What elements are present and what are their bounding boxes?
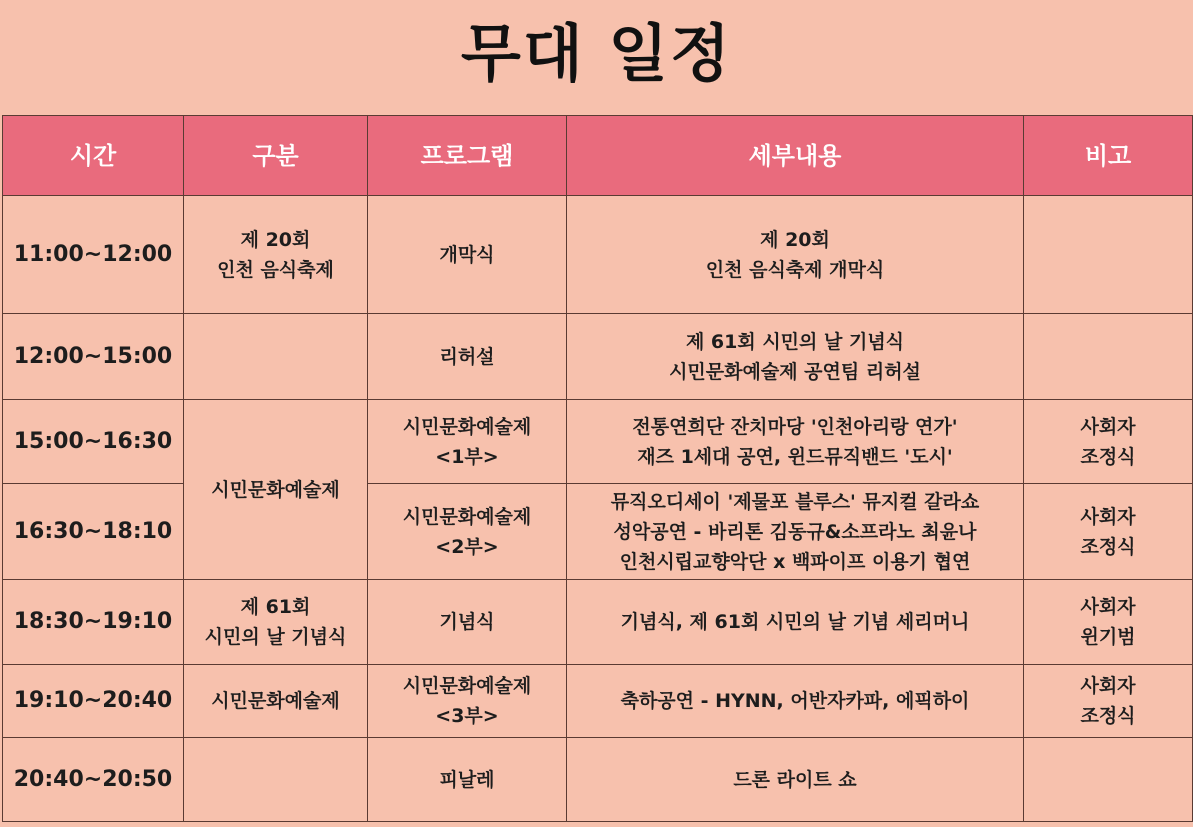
- remarks-line: 사회자: [1080, 675, 1136, 697]
- details-line: 축하공연 - HYNN, 어반자카파, 에픽하이: [620, 690, 970, 712]
- time-cell: 20:40~20:50: [3, 738, 184, 822]
- details-line: 드론 라이트 쇼: [733, 768, 857, 791]
- program-line: <1부>: [435, 445, 499, 468]
- category-cell: [184, 738, 368, 822]
- table-row: [3, 665, 1193, 738]
- details-cell: [567, 484, 1024, 580]
- remarks-cell: [1024, 665, 1193, 738]
- category-cell: [184, 196, 368, 314]
- remarks-line: 조정식: [1080, 445, 1136, 468]
- category-cell: [184, 400, 368, 580]
- stage-schedule-table: [2, 115, 1193, 822]
- table-row: [3, 484, 1193, 580]
- remarks-line: 사회자: [1080, 596, 1136, 618]
- category-cell: [184, 580, 368, 665]
- remarks-line: 조정식: [1080, 705, 1136, 727]
- program-line: <2부>: [435, 535, 499, 558]
- remarks-cell: [1024, 738, 1193, 822]
- header-details: 세부내용: [567, 116, 1024, 196]
- details-line: 제 20회: [760, 228, 830, 251]
- table-row: [3, 400, 1193, 484]
- details-cell: [567, 665, 1024, 738]
- program-line: 시민문화예술제: [402, 415, 532, 438]
- details-line: 시민문화예술제 공연팀 리허설: [669, 360, 921, 383]
- time-cell: 19:10~20:40: [3, 665, 184, 738]
- time-cell: 18:30~19:10: [3, 580, 184, 665]
- details-line: 제 61회 시민의 날 기념식: [685, 330, 905, 353]
- category-cell: [184, 314, 368, 400]
- category-line: 인천 음식축제: [217, 258, 334, 281]
- program-line: 시민문화예술제: [402, 675, 532, 697]
- table-row: [3, 314, 1193, 400]
- category-line: 시민문화예술제: [211, 690, 340, 712]
- program-line: 기념식: [439, 611, 495, 633]
- table-row: [3, 580, 1193, 665]
- program-cell: [368, 314, 567, 400]
- category-line: 제 61회: [240, 596, 311, 618]
- table-row: [3, 196, 1193, 314]
- remarks-cell: [1024, 314, 1193, 400]
- page-title: 무대 일정: [460, 16, 733, 90]
- details-cell: [567, 738, 1024, 822]
- time-cell: 16:30~18:10: [3, 484, 184, 580]
- program-cell: [368, 665, 567, 738]
- program-cell: [368, 484, 567, 580]
- remarks-line: 조정식: [1080, 535, 1136, 558]
- details-cell: [567, 400, 1024, 484]
- remarks-line: 사회자: [1080, 505, 1136, 528]
- time-cell: 11:00~12:00: [3, 196, 184, 314]
- program-line: 개막식: [439, 243, 495, 266]
- program-cell: [368, 196, 567, 314]
- remarks-cell: [1024, 400, 1193, 484]
- details-line: 인천시립교향악단 x 백파이프 이용기 협연: [619, 550, 971, 573]
- category-cell: [184, 665, 368, 738]
- program-cell: [368, 580, 567, 665]
- remarks-line: 윈기범: [1080, 626, 1136, 648]
- category-line: 시민문화예술제: [211, 478, 340, 501]
- time-cell: 12:00~15:00: [3, 314, 184, 400]
- header-category: 구분: [184, 116, 368, 196]
- remarks-cell: [1024, 580, 1193, 665]
- header-row: [3, 116, 1193, 196]
- remarks-cell: [1024, 196, 1193, 314]
- details-line: 전통연희단 잔치마당 '인천아리랑 연가': [632, 415, 958, 438]
- program-line: 리허설: [439, 345, 495, 368]
- time-cell: 15:00~16:30: [3, 400, 184, 484]
- program-line: 시민문화예술제: [402, 505, 532, 528]
- details-line: 뮤직오디세이 '제물포 블루스' 뮤지컬 갈라쇼: [610, 490, 980, 513]
- table-row: [3, 738, 1193, 822]
- details-line: 기념식, 제 61회 시민의 날 기념 세리머니: [620, 611, 970, 633]
- details-cell: [567, 580, 1024, 665]
- header-time: 시간: [3, 116, 184, 196]
- program-line: 피날레: [439, 768, 495, 791]
- category-line: 제 20회: [240, 228, 311, 251]
- category-line: 시민의 날 기념식: [204, 626, 347, 648]
- details-line: 성악공연 - 바리톤 김동규&소프라노 최윤나: [613, 520, 977, 543]
- remarks-cell: [1024, 484, 1193, 580]
- header-remarks: 비고: [1024, 116, 1193, 196]
- program-cell: [368, 738, 567, 822]
- details-cell: [567, 314, 1024, 400]
- remarks-line: 사회자: [1080, 415, 1136, 438]
- header-program: 프로그램: [368, 116, 567, 196]
- details-line: 재즈 1세대 공연, 윈드뮤직밴드 '도시': [637, 445, 953, 468]
- details-cell: [567, 196, 1024, 314]
- program-cell: [368, 400, 567, 484]
- details-line: 인천 음식축제 개막식: [705, 258, 885, 281]
- program-line: <3부>: [435, 705, 499, 727]
